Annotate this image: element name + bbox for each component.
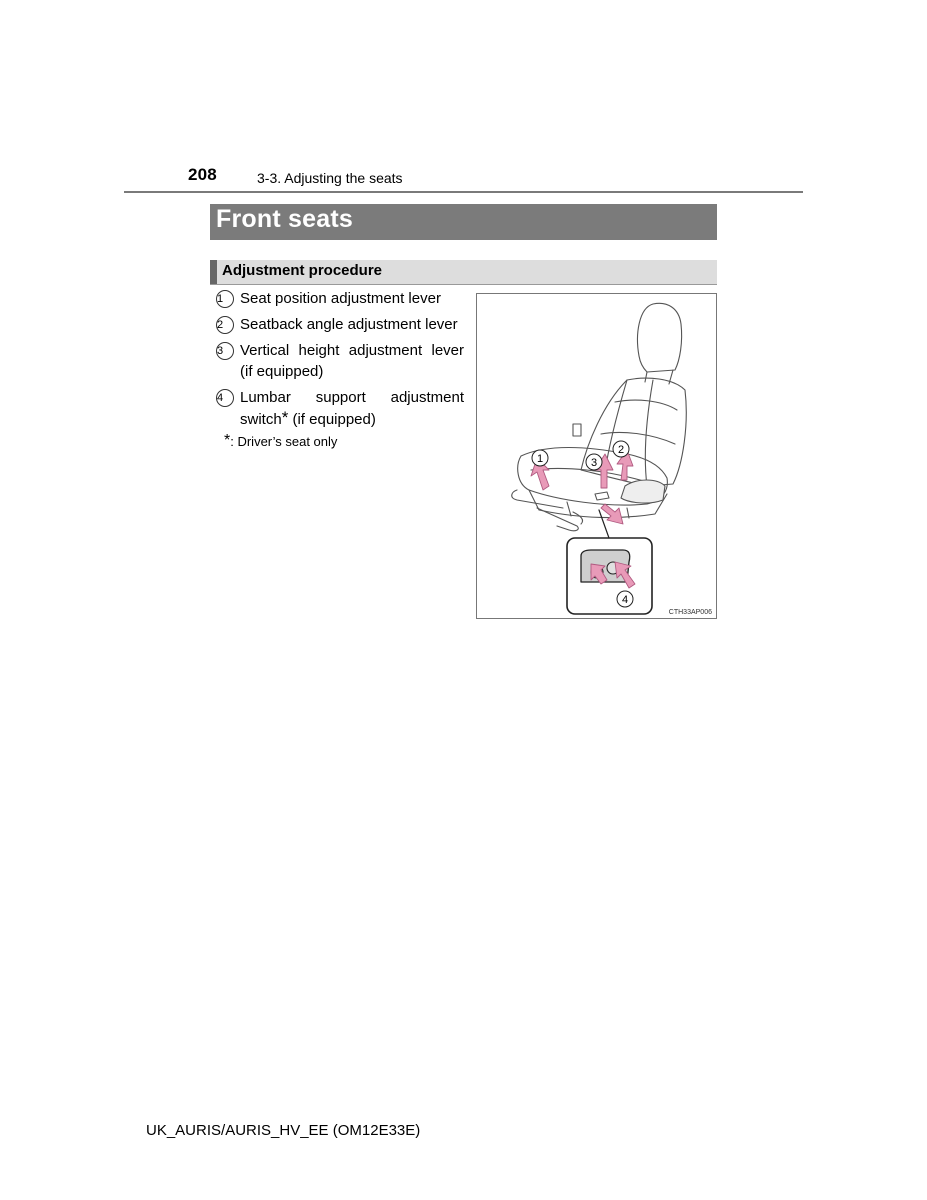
seat-illustration [476, 293, 717, 619]
item-text: Seatback angle adjustment lever [240, 316, 458, 333]
subheading-marker [210, 260, 217, 284]
subheading-bar [210, 260, 717, 285]
callout-2: 2 [617, 444, 625, 456]
item-number: 4 [216, 389, 234, 407]
list-item [216, 314, 464, 335]
header-rule [124, 191, 803, 193]
page-title: Front seats [216, 205, 353, 233]
item-number: 1 [216, 290, 234, 308]
list-item [216, 340, 464, 382]
list-item [216, 387, 464, 430]
footnote-asterisk: * [224, 432, 231, 449]
callout-1: 1 [536, 453, 544, 465]
item-number: 2 [216, 316, 234, 334]
item-number: 3 [216, 342, 234, 360]
figure-code: CTH33AP006 [668, 609, 712, 616]
title-bar [210, 204, 717, 240]
callout-4: 4 [621, 594, 629, 606]
footer-model-code: UK_AURIS/AURIS_HV_EE (OM12E33E) [146, 1122, 421, 1139]
asterisk: * [281, 408, 289, 427]
section-label: 3-3. Adjusting the seats [257, 170, 403, 186]
footnote-text: : Driver’s seat only [230, 434, 338, 449]
item-text: Lumbar support adjustment switch [240, 389, 464, 428]
list-item [216, 288, 464, 309]
footnote [216, 433, 464, 451]
subheading: Adjustment procedure [222, 262, 383, 279]
item-suffix: (if equipped) [288, 411, 376, 428]
callout-3: 3 [590, 457, 598, 469]
item-text: Seat position adjustment lever [240, 290, 441, 307]
seat-drawing [477, 294, 718, 620]
page-number: 208 [188, 165, 217, 184]
item-text: Vertical height adjustment lever (if equipped) [240, 342, 464, 380]
adjustment-list [216, 288, 464, 451]
